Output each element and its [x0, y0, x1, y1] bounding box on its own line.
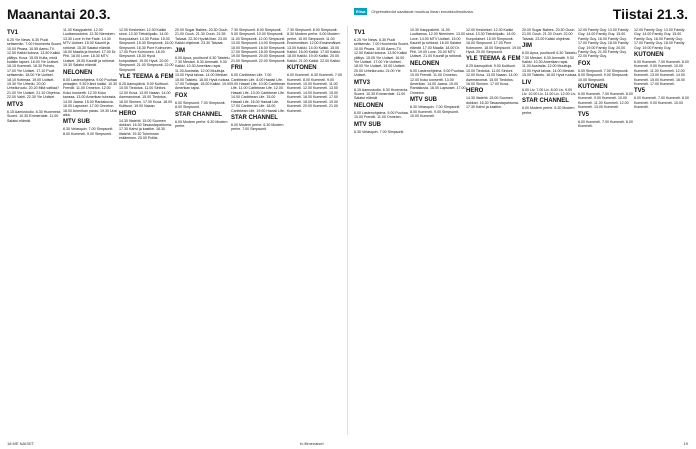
channel-heading: MTV3 — [7, 101, 24, 108]
page-divider — [347, 26, 348, 435]
program-list: 12.00 Keskeiset. 12.30 Kaikki sinut. 13.30 Tietokilpailu. 14.00 Kunpolaiset. 14.30 Poika. 15.00 Simpsonit. 15.30 Simpsonit. 16.00 Simpsonit. 16.30 Pure Kolmonen. 17.00 Pure Kolmonen. 18.00 Simpsonit. 18.30 Hyvä kunpolaiset. 19.00 Hyvä. 20.00 Simpsonit. 21.00 Simpsonit. 22.00 Simpsonit. — [119, 28, 174, 72]
page-title-left: Maanantai 20.3. — [7, 6, 111, 22]
program-list: 6.30 Velasquin. 7.00 Simpsonit. 8.00 Kummeli. 9.00 Simpsonit. 10.00 Kummeli. — [410, 105, 461, 119]
channel-heading: TV5 — [578, 111, 590, 118]
program-list: 6.00 Modern perhe. 6.30 Modern perhe. 7.00 Simpsonit. — [231, 122, 284, 132]
program-list: 6.00 Modern perhe. 6.30 Modern perhe. — [175, 119, 228, 129]
channel-heading: MTV3 — [354, 79, 371, 86]
channel-heading: STAR CHANNEL — [231, 114, 278, 121]
program-list: 6.30 Velasquin. 7.00 Simpsonit. — [354, 129, 405, 134]
schedule-column — [634, 28, 690, 434]
program-list: 6.00 Lastenohjelma. 9.00 Puuhaa. 10.00 Frendit. 11.00 Onneton. 12.00 Koko konsertti. 13.00 Amerikan. 14.00 Jaana. 15.00 Rantakuvia. 16.00 Lapsoset. 17.00 Onneton. — [410, 68, 466, 95]
program-list: 20.00 Sugar Babies. 20.30 Ouuh. 21.00 Ouuh. 21.30 Ouuh. 21.55 Taivaat. 22.30 Hyvää illan. 23.00 Kaikki ohjelmat. 23.30 Taivaat. — [175, 28, 229, 46]
program-list: 14.30 Iltalehti. 15.00 Suomen dokkari. 16.30 Tasaustapahtuma. 17.30 Kahvi ja kastike. 18.30 Iltalehti. 19.30 Toiminnan erääminen. 20.00 Poliisi. — [119, 118, 172, 141]
program-list: 6.25 Yle News. 6.30 Puoli seitsemän. 7.00 Huomenta Suomi. 10.00 Pisara. 10.55 Aamu-TV. 12.50 Kaikki kotona. 13.50 Kaikki yllätys. Kuva. 15.05 Kulta, minä kutistin lapset. 16.00 Yle Uutiset. 16.15 Kummeli. 16.30 Puhelu. 17.00 Yle Uutiset. 17.10 Puoli seitsemän. 18.00 Yle Uutiset. 18.10 Kotimaa. 19.00 Uutiset. 19.30 Yle Urheilu. 20.00 Urheiluruutu. 20.20 Mitä vattiaa? 21.00 Yle Uutiset. 21.10 Ohjelma. 22.00 Vahti. 22.30 Yle Uutiset. — [7, 38, 63, 100]
channel-heading: TV1 — [7, 30, 19, 36]
schedule-column — [410, 28, 466, 434]
program-list: 6.00 Caribbean Life. 7.00 Caribbean Life. 8.00 Hawaii Life. 9.00 Hawaii Life. 10.00 Caribbean Life. 11.00 Caribbean Life. 12.00 Hawaii Life. 13.00 Caribbean Life. 14.00 Caribbean Life. 15.00 Hawaii Life. 16.00 Hawaii Life. 17.00 Caribbean Life. 18.00 Caribbean Life. 19.00 Hawaii Life. — [231, 73, 286, 113]
program-list: 6.00 Liv. 7.00 Liv. 8.00 Liv. 9.00 Liv. 10.00 Liv. 11.00 Liv. 12.00 Liv. — [522, 87, 577, 97]
logo-note: Ohjelmatiedot saattavat muuttua ilman ennakkoilmoitusta. — [371, 9, 474, 14]
program-list: 6.00 Kummeli. 6.30 Kummeli. 7.00 Kummeli. 8.00 Kummeli. 9.00 Kummeli. 10.00 Kummeli. 11.00 Kummeli. 12.00 Kummeli. 13.00 Kummeli. 14.00 Kummeli. 15.00 Kummeli. 16.00 Kummeli. 17.00 Kummeli. 18.00 Kummeli. 19.00 Kummeli. 20.00 Kummeli. 21.00 Kummeli. — [287, 73, 342, 113]
schedule-column — [578, 28, 634, 434]
channel-heading: FOX — [578, 60, 591, 67]
channel-heading: JIM — [522, 43, 533, 50]
program-list: 8.25 Aamupäivä. 9.00 Kulttuuri. 10.00 Tiedotus. 11.00 Sinfoni. 12.00 Kuva. 13.00 Nasan. 14.00 Asemanomat. 15.00 Tiedotus. 16.00 Sininen. 17.00 Kuva. 18.00 Kulttuuri. 19.00 Nasan. — [119, 82, 173, 109]
schedule-column — [287, 28, 343, 434]
program-list: 8.25 Aamupäivä. 9.00 Kulttuuri. 10.00 Tiedotus. 11.00 Sinfoni. 12.00 Kuva. 13.00 Nasan. 14.00 Asemanomat. 15.00 Tiedotus. 16.00 Sininen. 17.00 Kuva. — [466, 64, 518, 87]
program-list: 6.00 Modern perhe. 6.30 Modern perhe. — [522, 106, 575, 115]
channel-heading: MTV SUB — [410, 97, 437, 104]
schedule-column — [175, 28, 231, 434]
channel-heading: YLE TEEMA & FEM — [466, 56, 521, 63]
channel-heading: TV1 — [354, 30, 366, 36]
channel-heading: MTV SUB — [354, 121, 381, 128]
channel-heading: NELONEN — [354, 102, 384, 109]
channel-heading: STAR CHANNEL — [522, 98, 569, 105]
channel-heading: YLE TEEMA & FEM — [119, 74, 174, 81]
footer-left: 18 ME NAISET — [7, 441, 35, 446]
channel-heading: JIM — [175, 47, 186, 54]
logo-strip — [354, 8, 474, 15]
program-list: 20.00 Sugar Babies. 20.30 Ouuh. 21.00 Ouuh. 21.30 Ouuh. 22.00 Taivaat. 23.00 Kaikki ohjelmat. — [522, 28, 576, 41]
page-title-right: Tiistai 21.3. — [612, 6, 688, 22]
program-list: 6.00 Kummeli. 7.00 Kummeli. 8.00 Kummeli. 9.00 Kummeli. 10.00 Kummeli. 11.00 Kummeli. 12.00 Kummeli. 13.00 Kummeli. — [578, 92, 633, 110]
program-list: 6.15 Aamustudio. 6.30 Huomenta Suomi. 10.30 Emmerdale. 11.00 Salatut elämät. — [354, 87, 408, 101]
schedule-column — [231, 28, 287, 434]
footer-mid: tv-filmenaiset — [300, 441, 324, 446]
program-list: 12.00 Family Guy. 13.00 Family Guy. 14.00 Family Guy. 15.00 Family Guy. 16.00 Family Guy. 17.00 Family Guy. 18.00 Family Guy. 19.00 Family Guy. — [634, 28, 685, 50]
program-list: 6.25 Yle News. 6.30 Puoli seitsemän. 7.00 Huomenta Suomi. 10.00 Pisara. 10.55 Aamu-TV. 12.50 Kaikki kotona. 13.50 Kaikki yllätys. 15.05 Yle Uutiset. 16.00 Yle Uutiset. 17.00 Yle Uutiset. 18.00 Yle Uutiset. 19.00 Uutiset. 20.00 Urheiluruutu. 21.00 Yle Uutiset. — [354, 38, 410, 78]
program-list: 6.00 Lastenohjelma. 9.00 Puuhaa. 10.00 Frendit. 11.00 Onneton. — [354, 110, 409, 120]
program-list: 7.30 Simpsonit. 8.00 Simpsonit. 8.30 Modern perhe. 9.00 Modern perhe. 10.00 Simpsonit. 11.00 Ensimmäiset. 12.00 Ensimmäiset. 13.00 Kaikki. 14.00 Kaikki. 15.00 Kaikki. 16.00 Kaikki. 17.00 Kaikki. 18.00 Kaikki. 19.00 Kaikki. 20.00 Kaikki. 21.00 Kaikki. 22.00 Kaikki. — [287, 28, 342, 63]
schedule-column — [119, 28, 175, 434]
channel-heading: KUTONEN — [287, 65, 317, 72]
channel-heading: MTV SUB — [63, 119, 90, 126]
program-list: 12.00 Keskeiset. 12.30 Kaikki sinut. 13.30 Tietokilpailu. 14.00 Kunpolaiset. 15.00 Simpsonit. 16.00 Simpsonit. 17.00 Pure Kolmonen. 18.00 Simpsonit. 19.00 Hyvä. 20.00 Simpsonit. — [466, 28, 521, 55]
channel-heading: NELONEN — [410, 60, 440, 67]
program-list: 6.00 Kummeli. 7.00 Kummeli. 8.00 Kummeli. 9.00 Kummeli. 10.00 Kummeli. — [634, 96, 689, 110]
channel-heading: TV5 — [634, 88, 646, 95]
schedule-column — [522, 28, 578, 434]
program-list: 6.00 Apua, puolisoni! 6.30 Taistelu. 7.30 Mestari. 8.30 Ammatti. 9.30 Kaikki. 10.30 Amerikan rapsi. 11.00 Australia. 12.00 Muuttuja. 13.00 Hyvä taivas. 14.00 Mestari. 15.00 Taistelu. 16.00 Hyvä ruokaa. 17.00 Tulittajat. 18.00 Kaikki. 19.00 Amerikan rapsi. — [175, 55, 231, 91]
channel-heading: NELONEN — [63, 69, 93, 76]
channel-heading: KUTONEN — [578, 84, 608, 91]
program-list: 6.30 Velasquin. 7.00 Simpsonit. 8.00 Kummeli. 9.00 Simpsonit. — [63, 127, 114, 136]
channel-heading: FOX — [175, 92, 188, 99]
channel-heading: HERO — [119, 110, 137, 117]
program-list: 10.30 Kauppalehti. 11.00 Luottamus. 12.00 Nieminen. 13.00 Love. 14.00 MTV Uutiset. 15.00 Kauniit ja rohkeat. 16.00 Salatut elämät. 17.00 Maalla. 18.00 Dr. Phil. 19.00 Love. 20.00 MTV Uutiset. 21.00 Kauniit ja rohkeat. — [410, 28, 465, 59]
channel-heading: LIV — [522, 79, 532, 86]
channel-heading: FRII — [231, 65, 243, 72]
schedule-column — [466, 28, 522, 434]
schedule-column — [7, 28, 63, 434]
program-list: 6.00 Kummeli. 7.00 Kummeli. 8.00 Kummeli. — [578, 119, 633, 129]
program-list: 12.00 Family Guy. 13.00 Family Guy. 14.00 Family Guy. 15.00 Family Guy. 16.00 Family Guy. 17.00 Family Guy. 18.00 Family Guy. 19.00 Family Guy. 20.00 Family Guy. 21.00 Family Guy. 22.00 Family Guy. — [578, 28, 629, 59]
program-list: 6.00 Apua, puolisoni! 6.30 Taistelu. 7.30 Mestari. 8.30 Ammatti. 9.30 Kaikki. 10.30 Amerikan rapsi. 11.00 Australia. 12.00 Muuttuja. 13.00 Hyvä taivas. 14.00 Mestari. 15.00 Taistelu. 16.00 Hyvä ruokaa. — [522, 51, 578, 78]
program-list: 6.00 Simpsonit. 7.00 Simpsonit. 8.00 Simpsonit. 9.00 Simpsonit. 10.00 Simpsonit. — [578, 68, 629, 82]
program-list: 6.15 Aamustudio. 6.30 Huomenta Suomi. 10.30 Emmerdale. 11.00 Salatut elämät. — [7, 109, 61, 123]
program-list: 7.30 Simpsonit. 8.00 Simpsonit. 9.00 Simpsonit. 10.00 Simpsonit. 11.00 Simpsonit. 12.00 Simpsonit. 13.00 Simpsonit. 14.00 Simpsonit. 15.00 Simpsonit. 16.00 Simpsonit. 17.00 Simpsonit. 18.00 Simpsonit. 19.00 Simpsonit. 20.00 Simpsonit. 21.00 Simpsonit. 22.00 Simpsonit. — [231, 28, 286, 63]
program-list: 6.00 Kummeli. 7.00 Kummeli. 8.00 Kummeli. 9.00 Kummeli. 10.00 Kummeli. 11.00 Kummeli. 12.00 Kummeli. 13.00 Kummeli. 14.00 Kummeli. 15.00 Kummeli. 16.00 Kummeli. 17.00 Kummeli. — [634, 60, 689, 87]
footer-right: 19 — [683, 441, 688, 446]
program-list: 6.00 Simpsonit. 7.00 Simpsonit. 8.00 Simpsonit. — [175, 100, 226, 110]
schedule-column — [63, 28, 119, 434]
channel-heading: KUTONEN — [634, 52, 664, 59]
schedule-column — [354, 28, 410, 434]
channel-heading: HERO — [466, 88, 484, 95]
channel-heading: STAR CHANNEL — [175, 111, 222, 118]
program-list: 6.00 Lastenohjelma. 9.00 Puuhaa pelaajien. 9.30 Kiinni kaikki. 10.30 Frendit. 11.00 Onneton. 12.00 Koko konsertti. 12.30 Koko kanssa. 13.00 Amerikan tuhrasta. 14.00 Jaana. 15.00 Rantakuvia. 16.00 Lapsoset. 17.00 Onneton. 18.00 Amerikan paras. 19.30 Uusi aika. — [63, 77, 118, 117]
program-list: 11.30 Kauppalehti. 12.00 Luottamustoimi. 12.30 Nieminen. 13.30 Love in the Fade. 14.30 MTV Uutiset. 15.00 Kauniit ja rohkeat. 15.30 Salatut elämät. 16.00 Maalla ja ihmiset. 17.00 Dr. Phil. 18.00 Love. 18.30 MTV Uutiset. 19.00 Kauniit ja rohkeat. 19.30 Salatut elämät. — [63, 28, 117, 68]
program-list: 14.30 Iltalehti. 15.00 Suomen dokkari. 16.30 Tasaustapahtuma. 17.30 Kahvi ja kastike. — [466, 96, 519, 110]
elisa-logo: Elisa — [356, 9, 366, 14]
